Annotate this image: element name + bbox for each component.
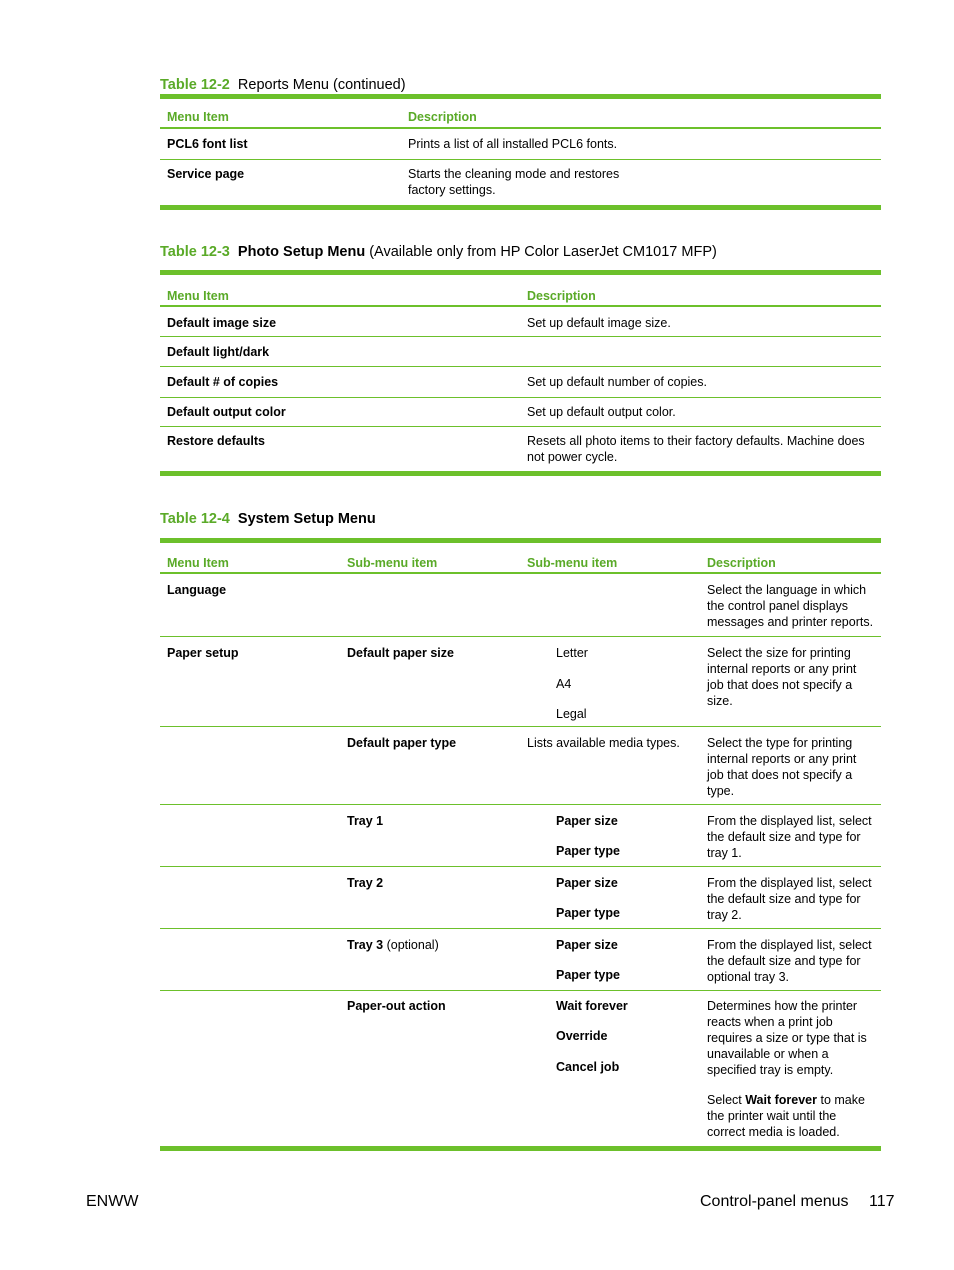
- column-header: Sub-menu item: [527, 556, 618, 570]
- menu-item-cell: PCL6 font list: [167, 137, 248, 151]
- description-cell: From the displayed list, select the default size and type for tray 2.: [707, 876, 872, 922]
- table-row: [160, 929, 881, 991]
- table-row: [160, 637, 881, 727]
- submenu-value: A4: [556, 677, 572, 691]
- table-row: [160, 867, 881, 929]
- table-note: (Available only from HP Color LaserJet CM1017 MFP): [369, 244, 717, 260]
- description-cell: Set up default number of copies.: [527, 375, 707, 389]
- footer-publisher: ENWW: [86, 1193, 139, 1210]
- submenu-cell: Tray 1: [347, 814, 384, 828]
- table-bottom-rule: [160, 205, 881, 210]
- page-number: 117: [869, 1193, 895, 1210]
- table-row: [160, 574, 881, 637]
- table-header-row: [160, 99, 881, 129]
- submenu-value: Paper type: [556, 844, 620, 858]
- menu-item-cell: Default light/dark: [167, 345, 270, 359]
- column-header: Menu Item: [167, 556, 229, 570]
- submenu-value: Legal: [556, 707, 587, 721]
- description-cell: Starts the cleaning mode and restores factory settings.: [408, 167, 620, 197]
- description-cell: Select the size for printing internal reports or any print job that does not specify a size.: [707, 646, 857, 708]
- column-header: Menu Item: [167, 110, 229, 124]
- description-cell: Prints a list of all installed PCL6 fonts.: [408, 137, 618, 151]
- description-cell: Select the language in which the control panel displays messages and printer reports.: [707, 583, 874, 629]
- submenu-value: Paper size: [556, 876, 618, 890]
- menu-item-cell: Language: [167, 583, 227, 597]
- column-header: Description: [707, 556, 776, 570]
- submenu-value: Paper size: [556, 814, 618, 828]
- menu-item-cell: Paper setup: [167, 646, 239, 660]
- submenu-value: Paper type: [556, 968, 620, 982]
- table-row: [160, 398, 881, 427]
- submenu-value: Paper type: [556, 906, 620, 920]
- submenu-cell: Tray 3 (optional): [347, 938, 439, 952]
- table-number: Table 12-4: [160, 511, 230, 527]
- submenu-cell: Default paper size: [347, 646, 454, 660]
- table-row: [160, 129, 881, 160]
- description-cell: Select the type for printing internal reports or any print job that does not specify a type.: [707, 736, 857, 798]
- menu-item-cell: Restore defaults: [167, 434, 265, 448]
- table-12-3: [160, 270, 881, 476]
- table-row: [160, 160, 881, 205]
- submenu-cell: Default paper type: [347, 736, 457, 750]
- table-12-3-caption: [160, 244, 717, 260]
- table-row: [160, 307, 881, 337]
- table-12-4: [160, 538, 881, 1151]
- table-header-row: [160, 275, 881, 307]
- table-bottom-rule: [160, 1146, 881, 1151]
- menu-item-cell: Default # of copies: [167, 375, 279, 389]
- table-header-row: [160, 543, 881, 574]
- table-row: [160, 337, 881, 367]
- submenu-cell: Paper-out action: [347, 999, 446, 1013]
- description-cell: Set up default output color.: [527, 405, 676, 419]
- submenu-value: Lists available media types.: [527, 736, 680, 750]
- column-header: Sub-menu item: [347, 556, 438, 570]
- table-title: System Setup Menu: [237, 511, 376, 527]
- table-number: Table 12-2: [160, 77, 230, 93]
- column-header: Description: [408, 110, 477, 124]
- table-12-2: [160, 94, 881, 210]
- column-header: Menu Item: [167, 289, 229, 303]
- table-12-4-caption: [160, 511, 376, 527]
- submenu-cell: Tray 2: [347, 876, 384, 890]
- description-cell: Set up default image size.: [527, 316, 671, 330]
- table-12-2-caption: [160, 77, 406, 93]
- description-cell: Resets all photo items to their factory defaults. Machine does not power cycle.: [527, 434, 865, 464]
- submenu-value: Letter: [556, 646, 588, 660]
- table-bottom-rule: [160, 471, 881, 476]
- table-number: Table 12-3: [160, 244, 230, 260]
- table-row: [160, 427, 881, 471]
- table-row: [160, 367, 881, 398]
- description-paragraph: Select Wait forever to make: [707, 1093, 865, 1107]
- submenu-value: Paper size: [556, 938, 618, 952]
- submenu-value: Cancel job: [556, 1060, 620, 1074]
- column-header: Description: [527, 289, 596, 303]
- menu-item-cell: Default output color: [167, 405, 286, 419]
- submenu-value: Wait forever: [556, 999, 628, 1013]
- submenu-value: Override: [556, 1029, 608, 1043]
- description-cell: From the displayed list, select the default size and type for optional tray 3.: [707, 938, 872, 984]
- table-row: [160, 805, 881, 867]
- table-row: [160, 727, 881, 805]
- menu-item-cell: Service page: [167, 167, 245, 181]
- table-title: Photo Setup Menu: [237, 244, 366, 260]
- table-row: [160, 991, 881, 1146]
- footer-section: Control-panel menus: [700, 1193, 849, 1210]
- table-title: Reports Menu (continued): [237, 77, 406, 93]
- description-cell: Determines how the printer reacts when a print job requires a size or type that is unavailable or when a specified tray is empty. Select Wait forever to make the printer wait until the correct media is loaded.: [707, 999, 867, 1139]
- description-cell: From the displayed list, select the default size and type for tray 1.: [707, 814, 872, 860]
- menu-item-cell: Default image size: [167, 316, 277, 330]
